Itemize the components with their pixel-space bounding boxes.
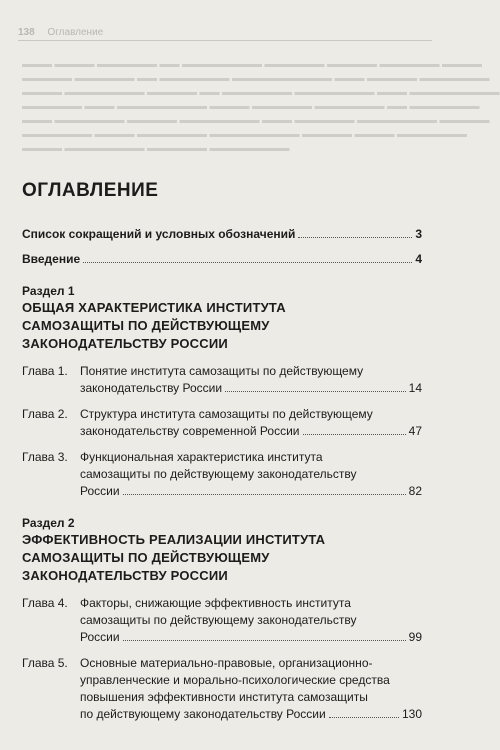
dot-leader bbox=[225, 391, 406, 392]
dot-leader bbox=[83, 262, 412, 263]
dot-leader bbox=[298, 237, 412, 238]
chapter-title-line: самозащиты по действующему законодательству bbox=[80, 613, 357, 627]
chapter-title-line: Понятие института самозащиты по действующему bbox=[80, 364, 364, 378]
section-title-line: ЗАКОНОДАТЕЛЬСТВУ РОССИИ bbox=[22, 568, 228, 583]
section-title-line: САМОЗАЩИТЫ ПО ДЕЙСТВУЮЩЕМУ bbox=[22, 550, 270, 565]
toc-section bbox=[22, 283, 422, 499]
header-page-number: 138 bbox=[18, 27, 35, 38]
chapter-page: 130 bbox=[401, 707, 422, 721]
toc-entry[interactable] bbox=[22, 251, 422, 267]
chapter-title-line: Основные материально-правовые, организационно- bbox=[80, 656, 373, 670]
dot-leader bbox=[123, 640, 406, 641]
dot-leader bbox=[123, 494, 406, 495]
chapter-title-line: повышения эффективности института самозащиты bbox=[80, 690, 368, 704]
toc-entry[interactable] bbox=[22, 226, 422, 242]
chapter-number: Глава 4. bbox=[22, 596, 68, 610]
chapter-title-line: Факторы, снижающие эффективность института bbox=[80, 596, 351, 610]
section-title-line: ЭФФЕКТИВНОСТЬ РЕАЛИЗАЦИИ ИНСТИТУТА bbox=[22, 532, 326, 547]
chapter-title-line: Функциональная характеристика института bbox=[80, 450, 323, 464]
chapter-entry[interactable] bbox=[22, 449, 422, 499]
chapter-title-line: управленческие и морально-психологические средства bbox=[80, 673, 390, 687]
chapter-title-line: России bbox=[80, 484, 120, 498]
section-label: Раздел 1 bbox=[22, 284, 75, 298]
chapter-title-line: самозащиты по действующему законодательству bbox=[80, 467, 357, 481]
chapter-page: 14 bbox=[408, 381, 422, 395]
header-running-title: Оглавление bbox=[47, 27, 104, 38]
book-page: 138 Оглавление ▬▬▬ ▬▬▬▬ ▬▬▬▬▬▬ ▬▬ ▬▬▬▬▬▬▬▬ ▬▬▬▬▬▬ ▬▬▬▬▬ ▬▬▬▬▬▬ ▬▬▬▬ ▬▬▬▬▬ ▬▬▬▬▬▬ ▬▬ ▬▬▬▬▬▬▬ ▬▬▬▬▬▬▬▬▬▬ ▬▬▬ ▬▬▬▬▬ ▬▬▬▬▬▬▬ ▬▬▬▬ ▬▬▬▬▬▬▬▬ ▬▬▬▬▬ ▬▬ ▬▬▬▬▬▬▬ ▬▬▬▬▬▬▬▬ ▬▬▬ ▬▬▬▬▬▬▬▬▬ ▬▬▬▬▬▬ ▬▬▬ ▬▬▬▬▬▬▬▬▬ ▬▬▬▬ ▬▬▬▬▬▬ ▬▬▬▬▬▬▬ ▬▬ ▬▬▬▬▬▬▬ ▬▬▬ ▬▬▬▬▬▬▬ ▬▬▬▬▬ ▬▬▬▬▬▬▬▬ ▬▬▬ ▬▬▬▬▬▬ ▬▬▬▬▬▬▬▬ ▬▬▬▬▬ ▬▬▬▬▬▬▬ ▬▬▬▬ ▬▬▬▬▬▬▬ ▬▬▬▬▬▬▬▬▬ ▬▬▬▬▬ ▬▬▬▬ ▬▬▬▬▬▬▬ ▬▬▬▬ ▬▬▬▬▬▬▬▬ ▬▬▬▬▬▬ ▬▬▬▬▬▬▬▬ ОГЛАВЛЕНИЕ Список сокращений и условных обозначений 3 Введение 4 Раздел 1 ОБЩАЯ ХАРАКТЕРИСТИКА ИНСТИТУТА САМОЗАЩИТЫ ПО ДЕЙСТВУЮЩЕМУ ЗАКОНОДАТЕЛЬСТВУ РОССИИ Глава 1. Понятие института самозащиты по действующему законодательству России 14 Глава 2. Структура института самозащиты по действующему законодательству современной России 47 Глава 3. Функциональная характеристика института самозащиты по действующему законодательству России 82 Раздел 2 ЭФФЕКТИВНОСТЬ РЕАЛИЗАЦИИ ИНСТИТУТА САМОЗАЩИТЫ ПО ДЕЙСТВУЮЩЕМУ ЗАКОНОДАТЕЛЬСТВУ РОССИИ Глава 4. Факторы, снижающие эффективность института самозащиты по действующему законодательству России 99 Глава 5. Основные материально-правовые, организационно- управленческие и морально-психологические средства повышения эффективности института самозащиты по действующему законодательству России 130 bbox=[18, 27, 500, 721]
chapter-page: 99 bbox=[408, 630, 422, 644]
toc-entry-label: Список сокращений и условных обозначений bbox=[22, 227, 296, 241]
toc-entry-label: Введение bbox=[22, 252, 81, 266]
chapter-entry[interactable] bbox=[22, 655, 422, 722]
section-title-line: ОБЩАЯ ХАРАКТЕРИСТИКА ИНСТИТУТА bbox=[22, 300, 286, 315]
chapter-title-line: законодательству России bbox=[80, 381, 223, 395]
chapter-number: Глава 5. bbox=[22, 656, 68, 670]
running-header bbox=[18, 26, 432, 41]
chapter-page: 47 bbox=[408, 424, 422, 438]
chapter-number: Глава 1. bbox=[22, 364, 68, 378]
chapter-number: Глава 3. bbox=[22, 450, 68, 464]
chapter-title-line: России bbox=[80, 630, 120, 644]
toc-section bbox=[22, 515, 422, 722]
chapter-number: Глава 2. bbox=[22, 407, 68, 421]
toc-title: ОГЛАВЛЕНИЕ bbox=[22, 180, 159, 201]
chapter-entry[interactable] bbox=[22, 406, 422, 439]
chapter-entry[interactable] bbox=[22, 595, 422, 645]
table-of-contents bbox=[22, 226, 422, 722]
toc-entry-page: 4 bbox=[415, 252, 422, 266]
section-title-line: САМОЗАЩИТЫ ПО ДЕЙСТВУЮЩЕМУ bbox=[22, 318, 270, 333]
toc-entry-page: 3 bbox=[415, 227, 422, 241]
chapter-title-line: Структура института самозащиты по действующему bbox=[80, 407, 373, 421]
section-label: Раздел 2 bbox=[22, 516, 75, 530]
chapter-entry[interactable] bbox=[22, 363, 422, 396]
section-title-line: ЗАКОНОДАТЕЛЬСТВУ РОССИИ bbox=[22, 336, 228, 351]
chapter-page: 82 bbox=[408, 484, 422, 498]
chapter-title-line: по действующему законодательству России bbox=[80, 707, 326, 721]
dot-leader bbox=[303, 434, 406, 435]
dot-leader bbox=[329, 717, 399, 718]
chapter-title-line: законодательству современной России bbox=[80, 424, 300, 438]
